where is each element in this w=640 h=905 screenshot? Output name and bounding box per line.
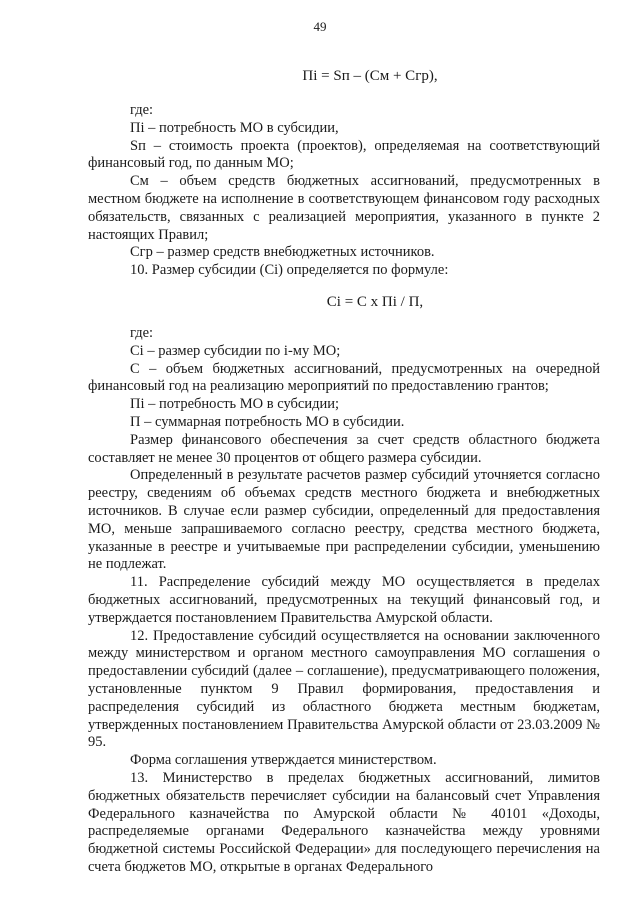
paragraph: Пi – потребность МО в субсидии, (130, 119, 339, 136)
paragraph: где: (130, 102, 154, 118)
paragraph: 10. Размер субсидии (Сi) определяется по формуле: (130, 262, 449, 279)
paragraph: Определенный в результате расчетов размер субсидий уточняется согласно реестру, сведениям об объемах средств местного бюджета и внебюджетных источников. В случае если размер субсидии, определенный для предоставления МО, меньше запрашиваемого согласно реестру, средства местного бюджета, указанные в реестре и учитываемые при распределении субсидии, уменьшению не подлежат. (88, 467, 600, 573)
paragraph: Sп – стоимость проекта (проектов), определяемая на соответствующий финансовый год, по данным МО; (88, 137, 600, 172)
paragraph: Пi – потребность МО в субсидии; (130, 396, 340, 413)
paragraph: 11. Распределение субсидий между МО осуществляется в пределах бюджетных ассигнований, предусмотренных на текущий финансовый год, и утверждается постановлением Правительства Амурской области. (88, 574, 600, 626)
formula-subsidy: Сi = С х Пi / П, (326, 294, 424, 310)
text-block-2 (88, 325, 600, 877)
paragraph: 12. Предоставление субсидий осуществляется на основании заключенного между министерством и органом местного самоуправления МО соглашения о предоставлении субсидий (далее – соглашение), предусматривающего положения, установленные пунктом 9 Правил формирования, предоставления и распределения субсидий из областного бюджета местным бюджетам, утвержденных постановлением Правительства Амурской области от 23.03.2009 № 95. (88, 627, 600, 751)
paragraph: Сгр – размер средств внебюджетных источников. (130, 244, 435, 261)
formula-need: Пi = Sп – (См + Сгр), (302, 68, 438, 84)
paragraph: Форма соглашения утверждается министерством. (130, 752, 437, 769)
paragraph: Сi – размер субсидии по i-му МО; (130, 342, 341, 359)
paragraph: См – объем средств бюджетных ассигнований, предусмотренных в местном бюджете на исполнение в соответствующем финансовом году расходных обязательств, связанных с реализацией мероприятия, указанного в пункте 2 настоящих Правил; (88, 173, 600, 243)
text-block-1 (88, 102, 600, 280)
paragraph: где: (130, 325, 154, 341)
page-number: 49 (313, 19, 327, 34)
paragraph: 13. Министерство в пределах бюджетных ассигнований, лимитов бюджетных обязательств перечисляет субсидии на балансовый счет Управления Федерального казначейства по Амурской области № 40101 «Доходы, распределяемые органами Федерального казначейства между уровнями бюджетной системы Российской Федерации» для последующего перечисления на счета бюджетов МО, открытые в органах Федерального (88, 769, 600, 875)
paragraph: С – объем бюджетных ассигнований, предусмотренных на очередной финансовый год на реализацию мероприятий по предоставлению грантов; (88, 360, 600, 395)
paragraph: Размер финансового обеспечения за счет средств областного бюджета составляет не менее 30 процентов от общего размера субсидии. (88, 431, 600, 466)
paragraph: П – суммарная потребность МО в субсидии. (130, 413, 405, 430)
